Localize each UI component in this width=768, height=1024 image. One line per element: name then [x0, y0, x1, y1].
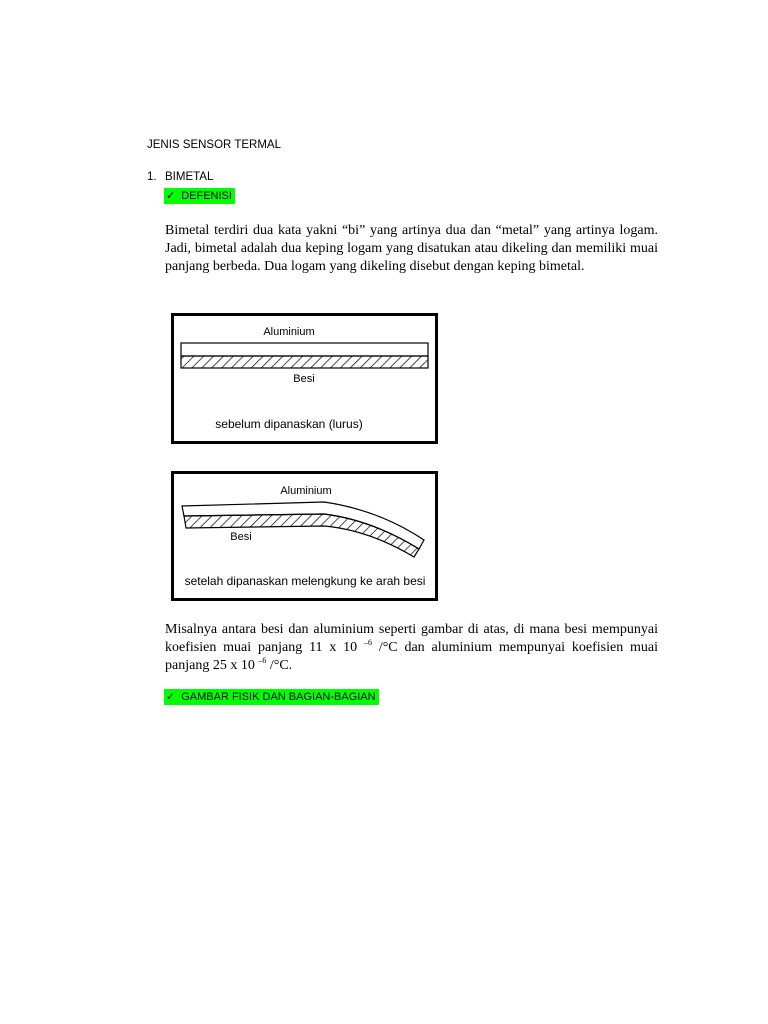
subheading-defenisi — [164, 188, 235, 204]
subheading-gambar-text: GAMBAR FISIK DAN BAGIAN-BAGIAN — [181, 691, 376, 703]
besi-strip — [181, 356, 428, 368]
figure-bimetal-bent-drawing — [174, 474, 435, 598]
section-title: BIMETAL — [165, 171, 214, 183]
figure-bimetal-straight — [171, 313, 438, 444]
figure-caption: setelah dipanaskan melengkung ke arah besi — [184, 574, 426, 588]
paragraph-definition: Bimetal terdiri dua kata yakni “bi” yang artinya dua dan “metal” yang artinya logam. Jadi, bimetal adalah dua keping logam yang disatukan atau dikeling dan memiliki muai panjang berbeda. Dua logam yang dikeling disebut dengan keping bimetal. — [165, 223, 658, 274]
exponent-aluminium: –6 — [258, 656, 267, 665]
exponent-besi: –6 — [364, 638, 372, 647]
label-aluminium: Aluminium — [263, 326, 315, 338]
document-title: JENIS SENSOR TERMAL — [147, 139, 281, 151]
aluminium-strip — [181, 343, 428, 356]
paragraph-example-part1: Misalnya antara besi dan aluminium seperti gambar di atas, di mana besi mempunyai koefisien muai panjang 11 x 10 — [165, 622, 658, 655]
checkmark-icon: ✓ — [166, 189, 176, 202]
checkmark-icon: ✓ — [166, 690, 176, 703]
figure-caption: sebelum dipanaskan (lurus) — [215, 417, 363, 431]
paragraph-example-part3: /°C. — [266, 658, 293, 673]
figure-bimetal-straight-drawing — [174, 316, 435, 441]
label-besi: Besi — [293, 373, 315, 385]
subheading-defenisi-text: DEFENISI — [181, 190, 232, 202]
figure-bimetal-bent — [171, 471, 438, 601]
section-number: 1. — [147, 171, 157, 183]
label-aluminium: Aluminium — [280, 485, 332, 497]
label-besi: Besi — [230, 531, 252, 543]
subheading-gambar — [164, 689, 379, 705]
paragraph-example — [165, 621, 658, 675]
paragraph-example-part2: /°C dan aluminium mempunyai koefisien muai panjang 25 x 10 — [165, 640, 659, 673]
